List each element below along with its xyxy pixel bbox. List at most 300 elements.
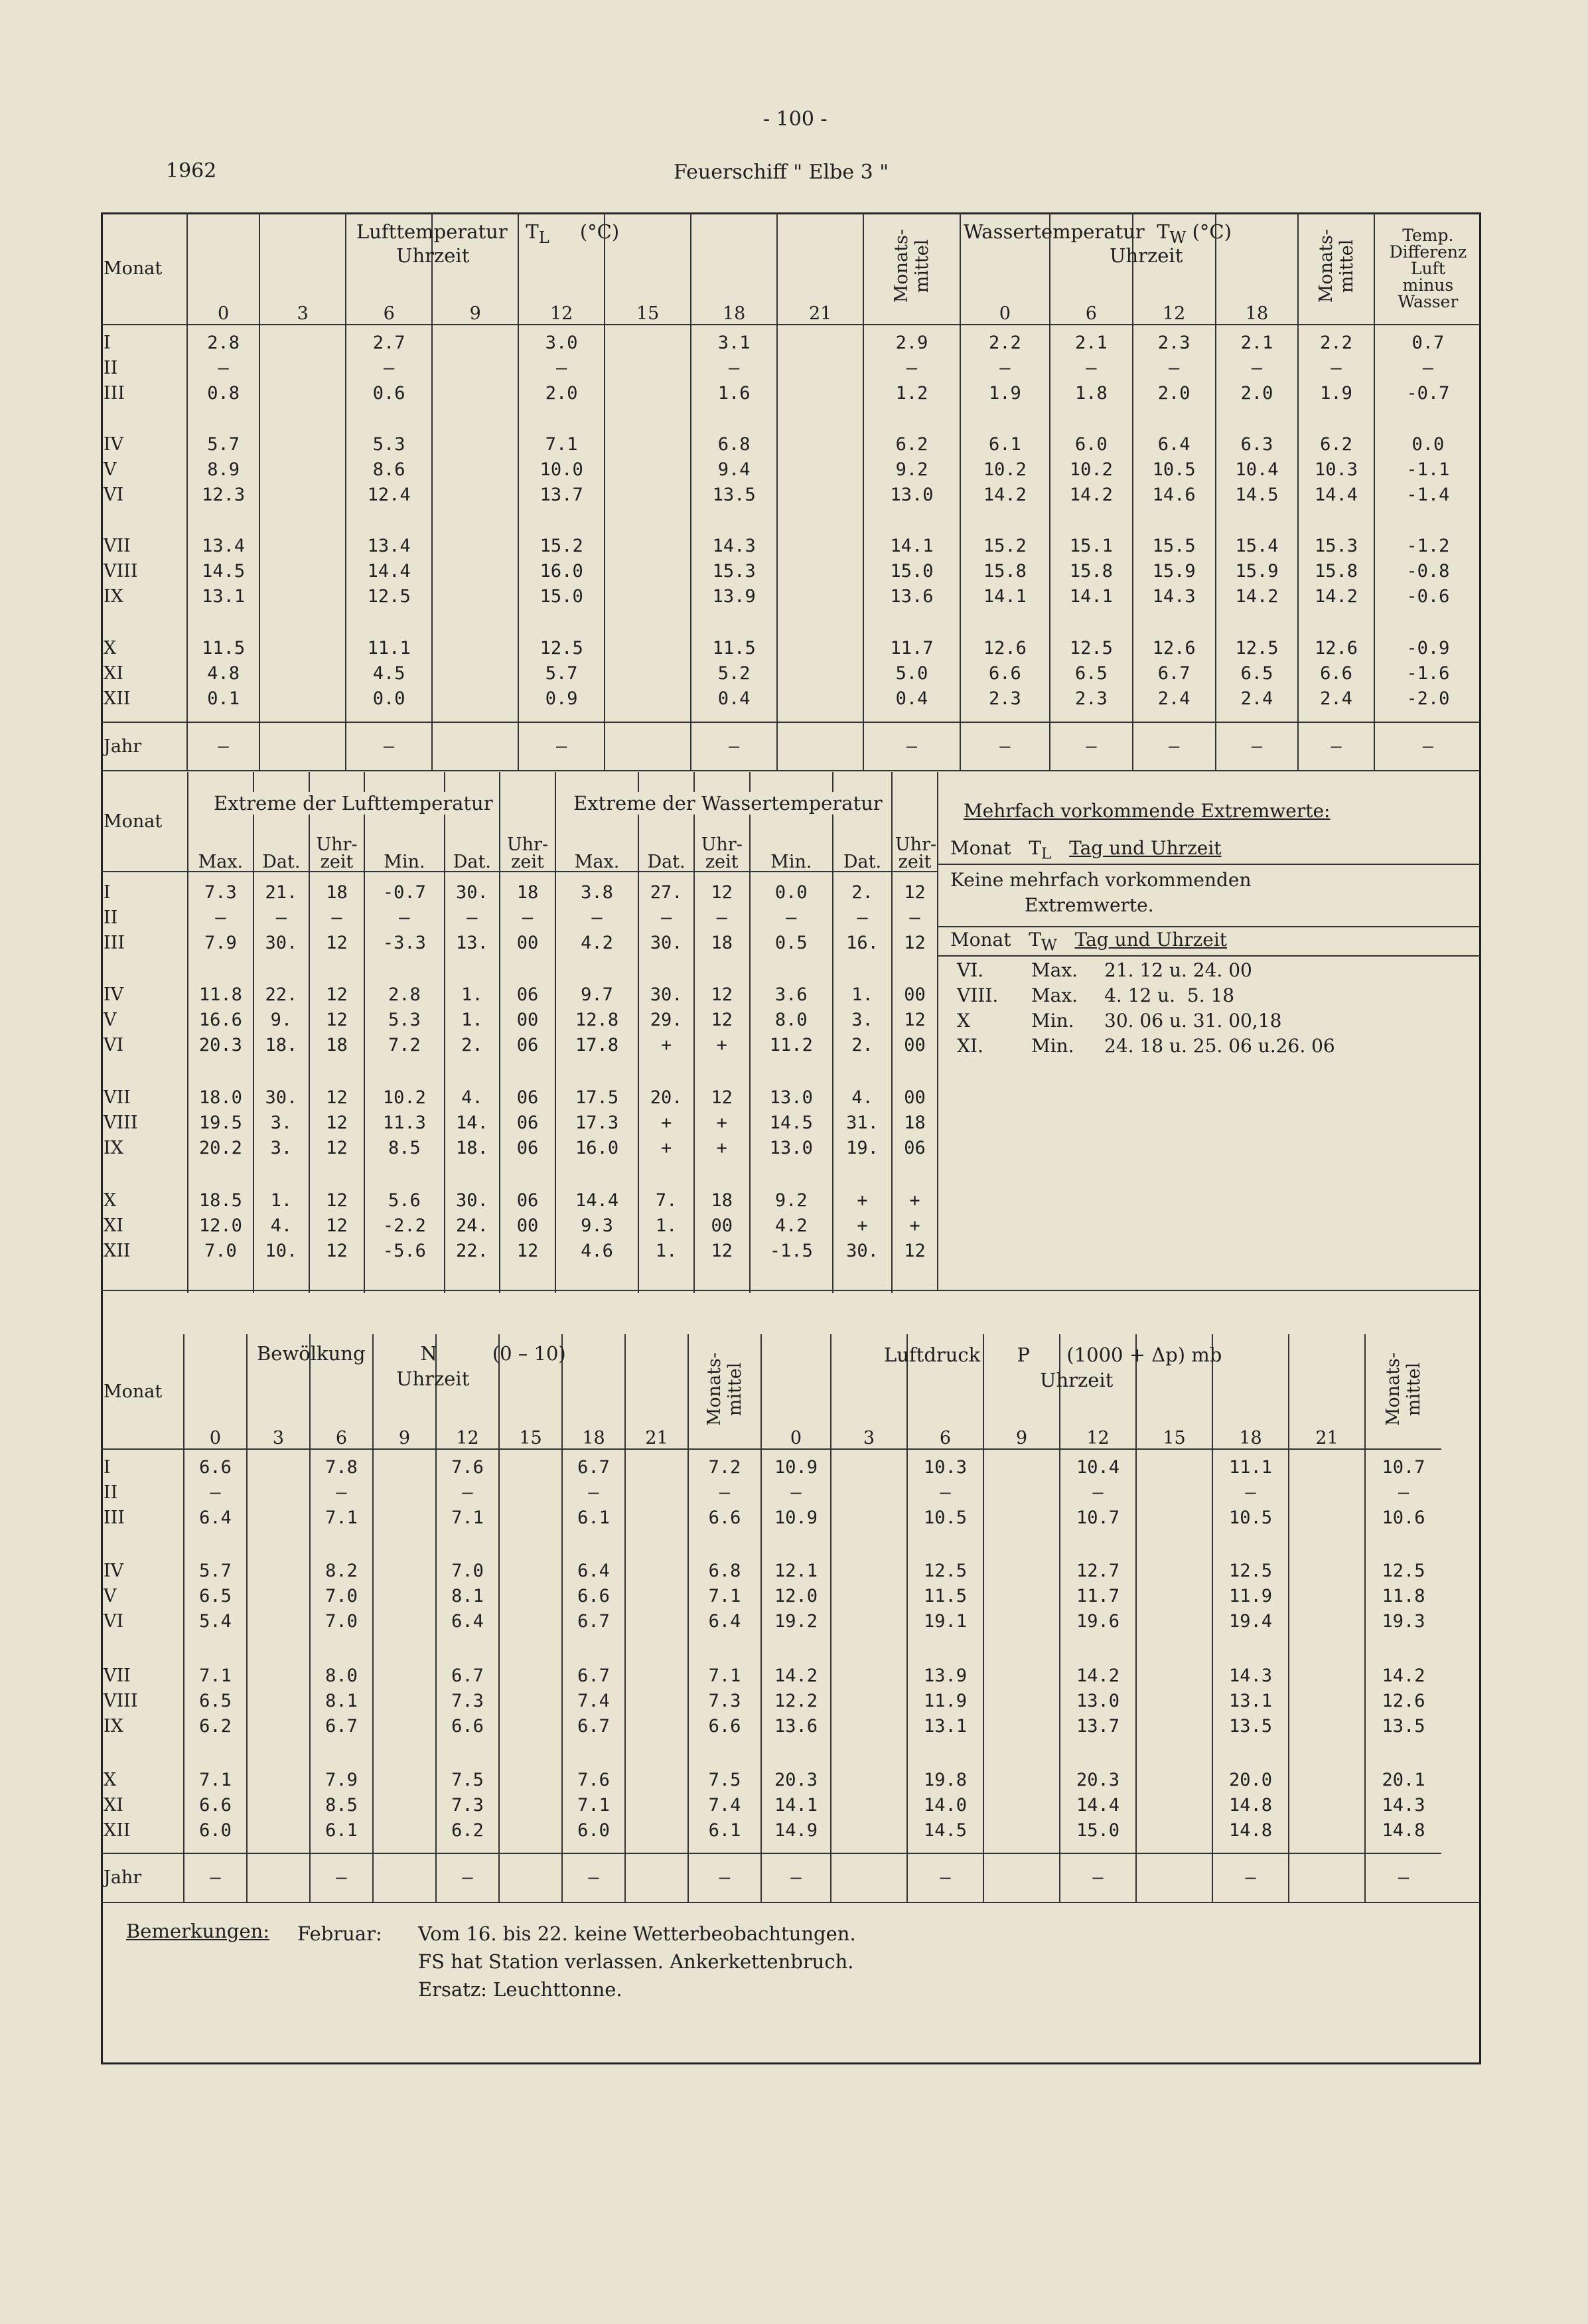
value-cell: 6.7 7.4 6.7 [562, 1658, 625, 1762]
value-cell [625, 1658, 688, 1762]
cloud-title: Bewölkung N (0 – 10) [257, 1342, 566, 1365]
value-cell: 30. – 13. [445, 872, 500, 974]
temperature-grid [101, 212, 1481, 770]
value-cell: 12.5 5.7 0.9 [518, 631, 605, 722]
value-cell: 6.4 10.5 14.6 [1133, 427, 1216, 529]
value-cell [777, 528, 863, 631]
value-cell: 10.9 – 10.9 [761, 1449, 831, 1553]
col-header-air-hour: 21 [777, 212, 863, 325]
extremes-table [101, 772, 937, 1290]
station-label: Feuerschiff " Elbe 3 " [674, 161, 889, 184]
value-cell: 18.0 19.5 20.2 [188, 1077, 253, 1180]
value-cell [259, 325, 346, 427]
value-cell [259, 631, 346, 722]
pressure-uhrzeit-label: Uhrzeit [1040, 1369, 1114, 1391]
value-cell [1289, 1658, 1365, 1762]
air-temp-title: Lufttemperatur $T_L$ (°C) [356, 220, 620, 247]
col-header: Dat. [833, 772, 892, 872]
value-cell [605, 722, 691, 770]
page-number: - 100 - [763, 108, 828, 131]
value-cell: 11.5 4.8 0.1 [187, 631, 259, 722]
value-cell: + + 30. [833, 1180, 892, 1293]
value-cell: 2.1 – 2.0 [1216, 325, 1299, 427]
col-header-cloud-hour: 3 [247, 1334, 310, 1449]
water-row-dates: 24. 18 u. 25. 06 u.26. 06 [1104, 1035, 1335, 1057]
col-header-monat: Monat [101, 1334, 184, 1449]
value-cell [499, 1553, 562, 1658]
value-cell [499, 1853, 562, 1902]
value-cell [777, 427, 863, 529]
month-labels: X XI XII [104, 637, 131, 709]
divider [101, 770, 1481, 771]
value-cell [432, 631, 518, 722]
value-cell [499, 1658, 562, 1762]
value-cell: 13.4 14.5 13.1 [187, 528, 259, 631]
value-cell: 19.8 14.0 14.5 [907, 1762, 983, 1853]
value-cell: 15.1 15.8 14.1 [1050, 528, 1133, 631]
col-header-press-hour: 21 [1289, 1334, 1365, 1449]
value-cell: 14.3 13.1 13.5 [1212, 1658, 1289, 1762]
value-cell: – [187, 722, 259, 770]
col-header-press-hour: 12 [1060, 1334, 1136, 1449]
value-cell: 12.6 6.7 2.4 [1133, 631, 1216, 722]
col-header-cloud-hour: 18 [562, 1334, 625, 1449]
value-cell: 12.7 11.7 19.6 [1060, 1553, 1136, 1658]
value-cell: 13.9 11.9 13.1 [907, 1658, 983, 1762]
value-cell: 30. 24. 22. [445, 1180, 500, 1293]
value-cell [247, 1553, 310, 1658]
month-labels: VII VIII IX [104, 536, 138, 607]
value-cell: 12.5 6.5 2.4 [1216, 631, 1299, 722]
remark-line: Vom 16. bis 22. keine Wetterbeobachtungen. [418, 1922, 856, 1945]
value-cell: + + 12 [892, 1180, 937, 1293]
col-header: Dat. [638, 772, 694, 872]
value-cell: 11.1 4.5 0.0 [346, 631, 432, 722]
value-cell: 7.5 7.4 6.1 [688, 1762, 761, 1853]
value-cell: 27. – 30. [638, 872, 694, 974]
col-header-water-hour: 6 [1050, 212, 1133, 325]
value-cell: 12 – 18 [694, 872, 750, 974]
col-header-air-hour: 18 [691, 212, 777, 325]
value-cell [247, 1762, 310, 1853]
month-labels: VII VIII IX [104, 1665, 138, 1737]
value-cell [831, 1658, 907, 1762]
water-row-month: VIII. [957, 984, 999, 1006]
month-group [101, 1762, 1528, 1853]
col-header-press-hour: 3 [831, 1334, 907, 1449]
year-label: 1962 [166, 159, 217, 183]
col-header-cloud-mean: Monats- mittel [688, 1334, 761, 1449]
remarks-label: Bemerkungen: [126, 1920, 270, 1942]
value-cell: – [688, 1853, 761, 1902]
value-cell [373, 1762, 436, 1853]
value-cell: 11.7 5.0 0.4 [863, 631, 960, 722]
value-cell: 14.2 12.6 13.5 [1365, 1658, 1441, 1762]
value-cell [1136, 1762, 1212, 1853]
value-cell [373, 1553, 436, 1658]
value-cell [605, 528, 691, 631]
value-cell: 10.3 – 10.5 [907, 1449, 983, 1553]
value-cell: 5.7 8.9 12.3 [187, 427, 259, 529]
value-cell: 12.6 6.6 2.4 [1298, 631, 1374, 722]
water-row-dates: 4. 12 u. 5. 18 [1104, 984, 1235, 1006]
value-cell: 7. 1. 1. [638, 1180, 694, 1293]
value-cell [259, 427, 346, 529]
col-header: Uhr- zeit [309, 772, 365, 872]
value-cell: 11.8 16.6 20.3 [188, 974, 253, 1077]
value-cell: 0.0 -1.1 -1.4 [1374, 427, 1481, 529]
water-extremes-title: Extreme der Wassertemperatur [573, 792, 883, 814]
cloud-pressure-grid [101, 1334, 1528, 1902]
water-row-type: Max. [1031, 984, 1078, 1006]
value-cell: 20.3 14.4 15.0 [1060, 1762, 1136, 1853]
value-cell [605, 325, 691, 427]
value-cell: 13.0 14.5 13.0 [750, 1077, 833, 1180]
col-header-cloud-hour: 9 [373, 1334, 436, 1449]
col-header-air-hour: 0 [187, 212, 259, 325]
value-cell [625, 1853, 688, 1902]
value-cell: 1. 3. 2. [833, 974, 892, 1077]
value-cell [1289, 1449, 1365, 1553]
value-cell: 15.3 15.8 14.2 [1298, 528, 1374, 631]
value-cell: 06 00 06 [500, 974, 555, 1077]
value-cell: – [518, 722, 605, 770]
value-cell: 18 – 12 [309, 872, 365, 974]
value-cell: – [1212, 1853, 1289, 1902]
remarks-month: Februar: [297, 1922, 382, 1945]
value-cell: 6.8 7.1 6.4 [688, 1553, 761, 1658]
water-row-type: Min. [1031, 1035, 1074, 1057]
value-cell [247, 1658, 310, 1762]
value-cell: 14.2 13.0 13.7 [1060, 1658, 1136, 1762]
col-header-water-mean: Monats- mittel [1298, 212, 1374, 325]
value-cell: 5.7 6.5 5.4 [184, 1553, 247, 1658]
value-cell: 7.3 – 7.9 [188, 872, 253, 974]
value-cell: 7.8 – 7.1 [310, 1449, 373, 1553]
value-cell: 14.3 15.3 13.9 [691, 528, 777, 631]
value-cell: 10.4 – 10.7 [1060, 1449, 1136, 1553]
value-cell: 15.2 16.0 15.0 [518, 528, 605, 631]
value-cell: 20. + + [638, 1077, 694, 1180]
value-cell: 22. 9. 18. [253, 974, 309, 1077]
value-cell: 20.0 14.8 14.8 [1212, 1762, 1289, 1853]
value-cell: 2.3 – 2.0 [1133, 325, 1216, 427]
row-label-jahr: Jahr [101, 722, 187, 770]
value-cell: – [1050, 722, 1133, 770]
value-cell: 12 12 12 [309, 1180, 365, 1293]
col-header: Dat. [253, 772, 309, 872]
col-header-press-hour: 15 [1136, 1334, 1212, 1449]
value-cell: 10.2 11.3 8.5 [364, 1077, 444, 1180]
air-header: Monat $T_L$ Tag und Uhrzeit [950, 837, 1222, 863]
value-cell: – [184, 1853, 247, 1902]
value-cell [259, 528, 346, 631]
col-header-air-hour: 6 [346, 212, 432, 325]
month-group [101, 325, 1481, 427]
value-cell: 6.0 10.2 14.2 [1050, 427, 1133, 529]
value-cell: 6.1 10.2 14.2 [960, 427, 1050, 529]
value-cell: 7.6 7.1 6.0 [562, 1762, 625, 1853]
value-cell: 7.1 6.5 6.2 [184, 1658, 247, 1762]
value-cell [373, 1658, 436, 1762]
value-cell: – [1216, 722, 1299, 770]
value-cell [605, 427, 691, 529]
col-header: Dat. [445, 772, 500, 872]
value-cell: -0.9 -1.6 -2.0 [1374, 631, 1481, 722]
value-cell: 12 12 12 [309, 1077, 365, 1180]
value-cell [1136, 1449, 1212, 1553]
value-cell [777, 325, 863, 427]
value-cell: 14.4 9.3 4.6 [555, 1180, 638, 1293]
value-cell: 2.8 5.3 7.2 [364, 974, 444, 1077]
value-cell: 2.2 – 1.9 [1298, 325, 1374, 427]
col-header-press-hour: 9 [983, 1334, 1060, 1449]
col-header-monat: Monat [101, 212, 187, 325]
col-header-press-mean: Monats- mittel [1365, 1334, 1441, 1449]
col-header: Min. [750, 772, 833, 872]
value-cell: 7.1 7.3 6.6 [688, 1658, 761, 1762]
month-labels: I II III [104, 333, 125, 404]
value-cell: 15.2 15.8 14.1 [960, 528, 1050, 631]
value-cell: 06 06 06 [500, 1077, 555, 1180]
col-header-cloud-hour: 6 [310, 1334, 373, 1449]
water-uhrzeit-label: Uhrzeit [1110, 244, 1183, 267]
value-cell: 6.4 6.6 6.7 [562, 1553, 625, 1658]
air-none-text: Keine mehrfach vorkommenden [950, 869, 1252, 891]
col-header: Uhr- zeit [694, 772, 750, 872]
value-cell: 8.0 8.1 6.7 [310, 1658, 373, 1762]
value-cell: 2. – 16. [833, 872, 892, 974]
value-cell [373, 1449, 436, 1553]
value-cell: 12.5 11.9 19.4 [1212, 1553, 1289, 1658]
value-cell: 06 00 12 [500, 1180, 555, 1293]
value-cell [625, 1449, 688, 1553]
month-group [101, 528, 1481, 631]
month-group [101, 1553, 1528, 1658]
value-cell: 30. 29. + [638, 974, 694, 1077]
value-cell: – [436, 1853, 499, 1902]
water-row-type: Min. [1031, 1010, 1074, 1032]
value-cell: 0.0 – 0.5 [750, 872, 833, 974]
value-cell [1136, 1553, 1212, 1658]
value-cell [1289, 1553, 1365, 1658]
value-cell [983, 1658, 1060, 1762]
value-cell: 21. – 30. [253, 872, 309, 974]
value-cell [625, 1553, 688, 1658]
value-cell: 7.9 8.5 6.1 [310, 1762, 373, 1853]
remarks-text [418, 1920, 856, 2003]
month-group [101, 1658, 1528, 1762]
value-cell: 6.2 9.2 13.0 [863, 427, 960, 529]
repeated-title: Mehrfach vorkommende Extremwerte: [964, 800, 1331, 822]
value-cell [983, 1553, 1060, 1658]
value-cell: 2.2 – 1.9 [960, 325, 1050, 427]
remark-line: Ersatz: Leuchttonne. [418, 1978, 622, 2001]
value-cell: – [1133, 722, 1216, 770]
value-cell: 18.5 12.0 7.0 [188, 1180, 253, 1293]
value-cell [983, 1853, 1060, 1902]
value-cell: 12.1 12.0 19.2 [761, 1553, 831, 1658]
value-cell: 7.2 – 6.6 [688, 1449, 761, 1553]
value-cell: 4. 31. 19. [833, 1077, 892, 1180]
value-cell: 2.8 – 0.8 [187, 325, 259, 427]
value-cell: 5.6 -2.2 -5.6 [364, 1180, 444, 1293]
value-cell [259, 722, 346, 770]
divider [938, 926, 1481, 927]
value-cell: -1.2 -0.8 -0.6 [1374, 528, 1481, 631]
value-cell: 18 00 12 [694, 1180, 750, 1293]
value-cell: 1. 4. 10. [253, 1180, 309, 1293]
value-cell: 11.1 – 10.5 [1212, 1449, 1289, 1553]
water-header: Monat $T_W$ Tag und Uhrzeit [950, 929, 1228, 955]
value-cell: 14.1 15.0 13.6 [863, 528, 960, 631]
value-cell: 1. 1. 2. [445, 974, 500, 1077]
value-cell: – [691, 722, 777, 770]
extremes-grid [101, 772, 937, 1293]
row-label-jahr: Jahr [101, 1853, 184, 1902]
col-header-water-hour: 0 [960, 212, 1050, 325]
value-cell: 3.1 – 1.6 [691, 325, 777, 427]
col-header-cloud-hour: 0 [184, 1334, 247, 1449]
value-cell [247, 1853, 310, 1902]
value-cell: 00 12 00 [892, 974, 937, 1077]
divider [101, 1902, 1481, 1903]
value-cell [625, 1762, 688, 1853]
col-header-cloud-hour: 12 [436, 1334, 499, 1449]
value-cell: 10.7 – 10.6 [1365, 1449, 1441, 1553]
col-header: Uhr- zeit [892, 772, 937, 872]
month-labels: VII VIII IX [104, 1087, 138, 1158]
value-cell: 7.6 – 7.1 [436, 1449, 499, 1553]
value-cell [499, 1449, 562, 1553]
value-cell: 12.5 11.5 19.1 [907, 1553, 983, 1658]
value-cell: 17.5 17.3 16.0 [555, 1077, 638, 1180]
col-header-press-hour: 18 [1212, 1334, 1289, 1449]
value-cell: 2.9 – 1.2 [863, 325, 960, 427]
water-row-month: VI. [957, 959, 984, 981]
col-header-air-hour: 12 [518, 212, 605, 325]
value-cell: 6.6 – 6.4 [184, 1449, 247, 1553]
repeated-extremes-panel [938, 772, 1481, 1290]
col-header-diff: Temp. Differenz Luft minus Wasser [1374, 212, 1481, 325]
value-cell [432, 427, 518, 529]
value-cell: 9.2 4.2 -1.5 [750, 1180, 833, 1293]
value-cell: – [346, 722, 432, 770]
value-cell [1136, 1853, 1212, 1902]
water-row-type: Max. [1031, 959, 1078, 981]
month-labels: X XI XII [104, 1770, 131, 1841]
value-cell: 9.7 12.8 17.8 [555, 974, 638, 1077]
value-cell: 12.5 6.5 2.3 [1050, 631, 1133, 722]
col-header: Max. [188, 772, 253, 872]
col-header: Max. [555, 772, 638, 872]
value-cell: – [310, 1853, 373, 1902]
value-cell [1136, 1658, 1212, 1762]
value-cell [432, 528, 518, 631]
col-header-water-hour: 18 [1216, 212, 1299, 325]
value-cell: 12 – 12 [892, 872, 937, 974]
value-cell: 4. 14. 18. [445, 1077, 500, 1180]
month-group [101, 1180, 937, 1293]
divider [938, 864, 1481, 865]
value-cell: 0.7 – -0.7 [1374, 325, 1481, 427]
water-temp-title: Wassertemperatur $T_W$ (°C) [964, 220, 1232, 247]
col-header-water-hour: 12 [1133, 212, 1216, 325]
month-group [101, 631, 1481, 722]
value-cell [499, 1762, 562, 1853]
value-cell: 2.1 – 1.8 [1050, 325, 1133, 427]
value-cell: 00 18 06 [892, 1077, 937, 1180]
value-cell: – [1298, 722, 1374, 770]
month-labels: IV V VI [104, 1561, 124, 1632]
divider [938, 955, 1481, 957]
value-cell: 6.2 10.3 14.4 [1298, 427, 1374, 529]
value-cell: 7.1 6.6 6.0 [184, 1762, 247, 1853]
col-header-cloud-hour: 15 [499, 1334, 562, 1449]
col-header-monat: Monat [101, 772, 188, 872]
col-header-cloud-hour: 21 [625, 1334, 688, 1449]
value-cell [831, 1853, 907, 1902]
value-cell: 12 12 + [694, 974, 750, 1077]
value-cell [983, 1762, 1060, 1853]
value-cell: 3.8 – 4.2 [555, 872, 638, 974]
value-cell: 3.6 8.0 11.2 [750, 974, 833, 1077]
col-header: Min. [364, 772, 444, 872]
col-header-air-mean: Monats- mittel [863, 212, 960, 325]
value-cell: -0.7 – -3.3 [364, 872, 444, 974]
value-cell: – [907, 1853, 983, 1902]
value-cell [1289, 1853, 1365, 1902]
value-cell: 12 + + [694, 1077, 750, 1180]
value-cell: – [863, 722, 960, 770]
col-header-air-hour: 15 [605, 212, 691, 325]
value-cell: 7.5 7.3 6.2 [436, 1762, 499, 1853]
month-group [101, 1449, 1528, 1553]
value-cell: 5.3 8.6 12.4 [346, 427, 432, 529]
value-cell: 13.4 14.4 12.5 [346, 528, 432, 631]
value-cell [605, 631, 691, 722]
value-cell: 8.2 7.0 7.0 [310, 1553, 373, 1658]
month-labels: I II III [104, 1457, 125, 1529]
value-cell: 7.1 10.0 13.7 [518, 427, 605, 529]
month-labels: IV V VI [104, 984, 124, 1055]
air-uhrzeit-label: Uhrzeit [396, 244, 470, 267]
value-cell: 7.0 8.1 6.4 [436, 1553, 499, 1658]
value-cell: 20.3 14.1 14.9 [761, 1762, 831, 1853]
value-cell [831, 1449, 907, 1553]
value-cell: 6.7 – 6.1 [562, 1449, 625, 1553]
divider [101, 1290, 1481, 1291]
value-cell: – [1060, 1853, 1136, 1902]
remark-line: FS hat Station verlassen. Ankerkettenbruch. [418, 1950, 854, 1973]
water-row-month: XI. [957, 1035, 983, 1057]
month-labels: X XI XII [104, 1190, 131, 1261]
value-cell [432, 325, 518, 427]
value-cell: 20.1 14.3 14.8 [1365, 1762, 1441, 1853]
value-cell: 11.5 5.2 0.4 [691, 631, 777, 722]
value-cell: 15.5 15.9 14.3 [1133, 528, 1216, 631]
pressure-title: Luftdruck P (1000 + Δp) mb [884, 1344, 1222, 1366]
value-cell [432, 722, 518, 770]
col-header-air-hour: 3 [259, 212, 346, 325]
value-cell [247, 1449, 310, 1553]
value-cell: 12.5 11.8 19.3 [1365, 1553, 1441, 1658]
value-cell [831, 1553, 907, 1658]
water-row-month: X [957, 1010, 970, 1032]
month-group [101, 427, 1481, 529]
value-cell [983, 1449, 1060, 1553]
month-labels: I II III [104, 882, 125, 953]
